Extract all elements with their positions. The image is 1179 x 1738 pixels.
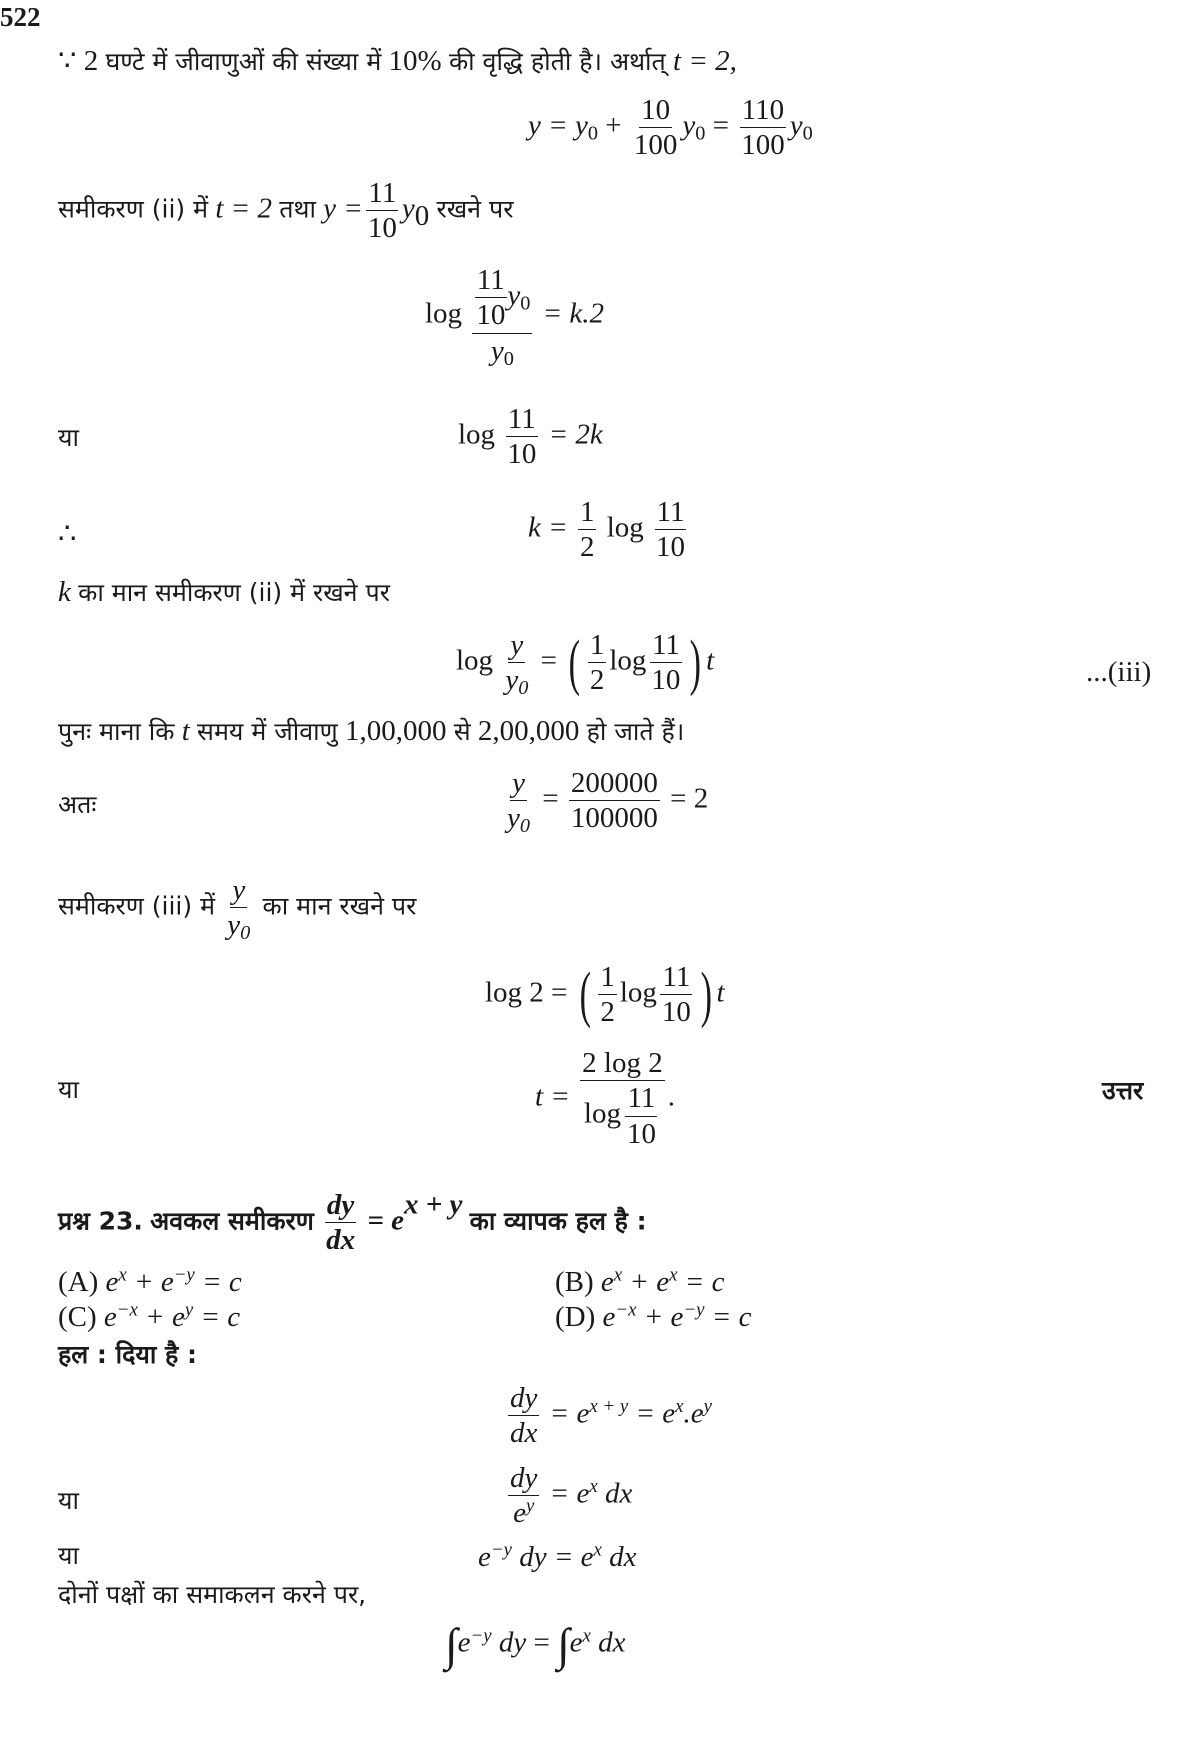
ata-label: अतः bbox=[58, 790, 97, 819]
ya-label-1: या bbox=[58, 423, 79, 452]
solution-label: हल : दिया है : bbox=[58, 1340, 198, 1369]
equation-5: log $\frac{y}{y_0}$ = ( $\frac{1}{2}$ log $\frac{11}{10}$ ) t bbox=[456, 628, 715, 700]
text-line-6: दोनों पक्षों का समाकलन करने पर, bbox=[58, 1580, 367, 1609]
text-line-4: पुनः माना कि t समय में जीवाणु 1,00,000 से 2,00,000 हो जाते हैं। bbox=[58, 715, 685, 747]
text-line-3: k का मान समीकरण (ii) में रखने पर bbox=[58, 576, 390, 608]
equation-1: $y = y_0$ + $\frac{10}{100}$ $y_0$ = $\frac{110}{100}$ $y_0$ bbox=[528, 94, 813, 162]
answer-label: उत्तर bbox=[1102, 1076, 1144, 1105]
equation-6: $\frac{y}{y_0}$ = $\frac{200000}{100000}$ = 2 bbox=[507, 767, 709, 838]
ya-label-3: या bbox=[58, 1486, 79, 1515]
option-d: (D) $e^{-x} + e^{-y} = c$ bbox=[555, 1299, 752, 1333]
option-b: (B) $e^x + e^x = c$ bbox=[555, 1264, 725, 1298]
question-23: प्रश्न 23. अवकल समीकरण $\frac{dy}{dx}$ = $e^{x + y}$ का व्यापक हल है : bbox=[58, 1188, 647, 1257]
ya-label-2: या bbox=[58, 1075, 79, 1104]
equation-8: t = 2 log 2 log $\frac{11}{10}$ . bbox=[535, 1047, 675, 1150]
equation-3: log $\frac{11}{10}$ = 2k bbox=[458, 403, 603, 471]
text-line-2: समीकरण (ii) में t = 2 तथा y = $\frac{11}{10}$ $y_0$ रखने पर bbox=[58, 177, 514, 245]
therefore-symbol: ∴ bbox=[58, 518, 77, 550]
equation-7: log 2 = ( $\frac{1}{2}$ log $\frac{11}{10}$ ) t bbox=[485, 960, 725, 1029]
equation-9: $\frac{dy}{dx}$ = $e^{x + y} = e^x.e^y$ bbox=[510, 1382, 713, 1450]
text-line-5: समीकरण (iii) में $\frac{y}{y_0}$ का मान रखने पर bbox=[58, 874, 417, 945]
option-c: (C) $e^{-x} + e^y = c$ bbox=[58, 1299, 241, 1333]
page-number: 522 bbox=[0, 2, 41, 32]
equation-2: log $\frac{11}{10}$ $y_0$ $y_0$ = k.2 bbox=[425, 264, 605, 370]
equation-10: $\frac{dy}{e^y}$ = $e^x$ dx bbox=[510, 1462, 633, 1530]
text-line-1: ∵ 2 घण्टे में जीवाणुओं की संख्या में 10% की वृद्धि होती है। अर्थात् t = 2, bbox=[58, 45, 737, 77]
equation-11: $e^{-y}$ dy = $e^x$ dx bbox=[478, 1539, 637, 1573]
equation-4: k = $\frac{1}{2}$ log $\frac{11}{10}$ bbox=[528, 496, 686, 564]
equation-label-iii: ...(iii) bbox=[1086, 656, 1152, 688]
equation-12: $\int e^{-y}$ dy = $\int e^x$ dx bbox=[445, 1619, 626, 1670]
option-a: (A) $e^x + e^{-y} = c$ bbox=[58, 1264, 242, 1298]
ya-label-4: या bbox=[58, 1541, 79, 1570]
